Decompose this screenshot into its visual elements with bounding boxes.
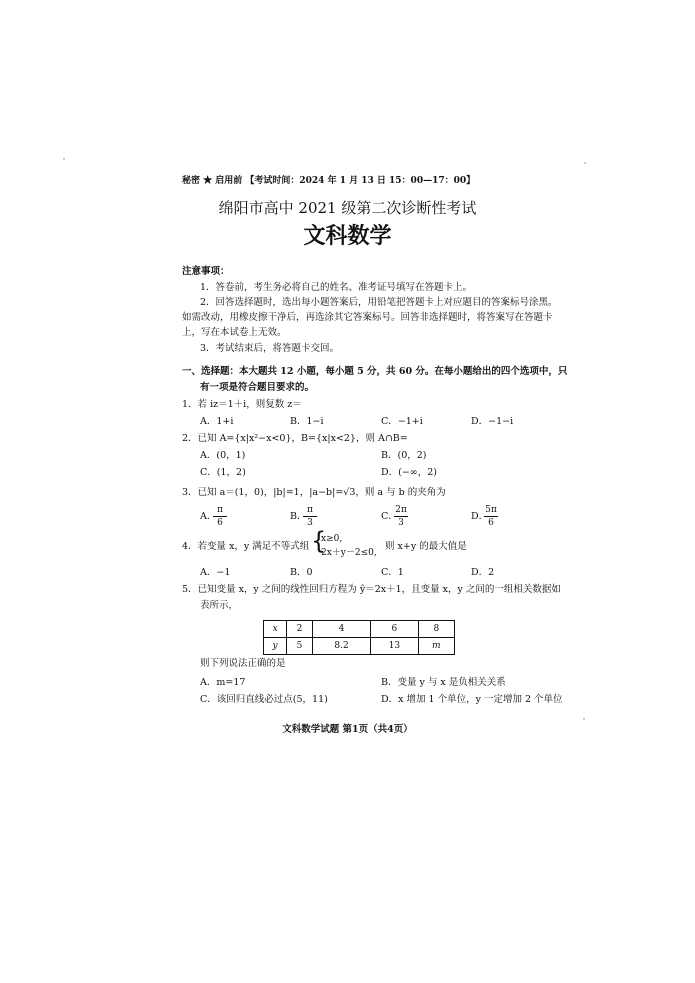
table-cell: 6 <box>371 621 418 638</box>
q3-option-d-fraction <box>484 505 498 528</box>
q4-option-d: D．2 <box>471 567 495 578</box>
q3-option-a-fraction <box>213 505 227 528</box>
numerator: 2π <box>395 505 407 515</box>
table-cell: 4 <box>312 621 370 638</box>
q3-option-a-label: A． <box>200 511 217 522</box>
q3-option-c-label: C． <box>381 511 398 522</box>
q1-option-b: B．1−i <box>290 416 324 427</box>
table-cell: 8 <box>418 621 454 638</box>
q2-option-d: D．(−∞，2) <box>381 467 437 478</box>
table-cell: 2 <box>287 621 313 638</box>
q4-option-b: B．0 <box>290 567 313 578</box>
scan-speck <box>584 162 586 164</box>
table-cell: 8.2 <box>312 638 370 655</box>
q2-option-a: A．(0，1) <box>200 450 246 461</box>
data-table <box>263 620 455 655</box>
q2-option-c: C．(1，2) <box>200 467 246 478</box>
table-cell: y <box>264 638 287 655</box>
question-5-prompt: 则下列说法正确的是 <box>200 658 286 669</box>
scan-speck <box>583 718 585 720</box>
question-5-stem: 5．已知变量 x，y 之间的线性回归方程为 ŷ＝2x＋1，且变量 x，y 之间的一组相关数据如 <box>182 584 561 595</box>
denominator: 3 <box>307 518 313 528</box>
page-footer: 文科数学试题 第1页（共4页） <box>282 724 413 735</box>
section-heading-cont: 有一项是符合题目要求的。 <box>200 382 315 393</box>
q5-option-a: A．m=17 <box>200 677 246 688</box>
q4-inequality-1: x≥0, <box>321 534 343 544</box>
numerator: 5π <box>485 505 497 515</box>
q3-option-d-label: D． <box>471 511 489 522</box>
question-5-stem-cont: 表所示， <box>200 600 239 611</box>
left-brace-icon: { <box>311 527 327 555</box>
question-3-stem: 3．已知 a＝(1，0)，|b|=1，|a−b|=√3，则 a 与 b 的夹角为 <box>182 487 446 498</box>
notice-item-2-cont: 上，写在本试卷上无效。 <box>182 327 287 338</box>
denominator: 6 <box>217 518 223 528</box>
exam-title: 绵阳市高中 2021 级第二次诊断性考试 <box>218 199 477 217</box>
q3-option-c-fraction <box>394 505 408 528</box>
q4-option-c: C．1 <box>381 567 404 578</box>
table-cell: x <box>264 621 287 638</box>
subject-title: 文科数学 <box>303 223 392 249</box>
q5-option-d: D．x 增加 1 个单位，y 一定增加 2 个单位 <box>381 694 563 705</box>
table-row <box>264 621 455 638</box>
q5-option-b: B．变量 y 与 x 是负相关关系 <box>381 677 506 688</box>
q5-option-c: C．该回归直线必过点(5，11) <box>200 694 328 705</box>
table-cell: m <box>418 638 454 655</box>
q4-option-a: A．−1 <box>200 567 231 578</box>
table-cell: 5 <box>287 638 313 655</box>
q1-option-a: A．1+i <box>200 416 234 427</box>
confidential-line: 秘密 ★ 启用前 【考试时间：2024 年 1 月 13 日 15：00—17：00】 <box>182 176 476 186</box>
q1-option-d: D．−1−i <box>471 416 514 427</box>
numerator: π <box>213 505 227 517</box>
question-4-stem: 4．若变量 x，y 满足不等式组 <box>182 541 310 552</box>
question-1-stem: 1．若 iz＝1＋i，则复数 z＝ <box>182 399 302 410</box>
q4-inequality-2: 2x＋y－2≤0, <box>321 548 377 558</box>
notice-item-1: 1．答卷前，考生务必将自己的姓名、准考证号填写在答题卡上。 <box>200 282 473 293</box>
section-heading: 一、选择题：本大题共 12 小题，每小题 5 分，共 60 分。在每小题给出的四个选项中，只 <box>182 366 568 377</box>
denominator: 6 <box>488 518 494 528</box>
scan-speck <box>63 158 65 160</box>
question-4-stem-end: 则 x+y 的最大值是 <box>385 541 467 552</box>
notice-item-2-cont: 如需改动，用橡皮擦干净后，再选涂其它答案标号。回答非选择题时，将答案写在答题卡 <box>182 312 553 323</box>
table-row <box>264 638 455 655</box>
q1-option-c: C．−1+i <box>381 416 423 427</box>
notice-item-3: 3．考试结束后，将答题卡交回。 <box>200 343 340 354</box>
q2-option-b: B．(0，2) <box>381 450 427 461</box>
question-2-stem: 2．已知 A={x|x²−x<0}，B={x|x<2}，则 A∩B= <box>182 433 408 444</box>
notice-item-2: 2．回答选择题时，选出每小题答案后，用铅笔把答题卡上对应题目的答案标号涂黑。 <box>200 297 558 308</box>
q3-option-b-fraction <box>303 505 317 528</box>
q3-option-b-label: B． <box>290 511 307 522</box>
denominator: 3 <box>398 518 404 528</box>
numerator: π <box>303 505 317 517</box>
notice-heading: 注意事项： <box>182 266 230 277</box>
table-cell: 13 <box>371 638 418 655</box>
